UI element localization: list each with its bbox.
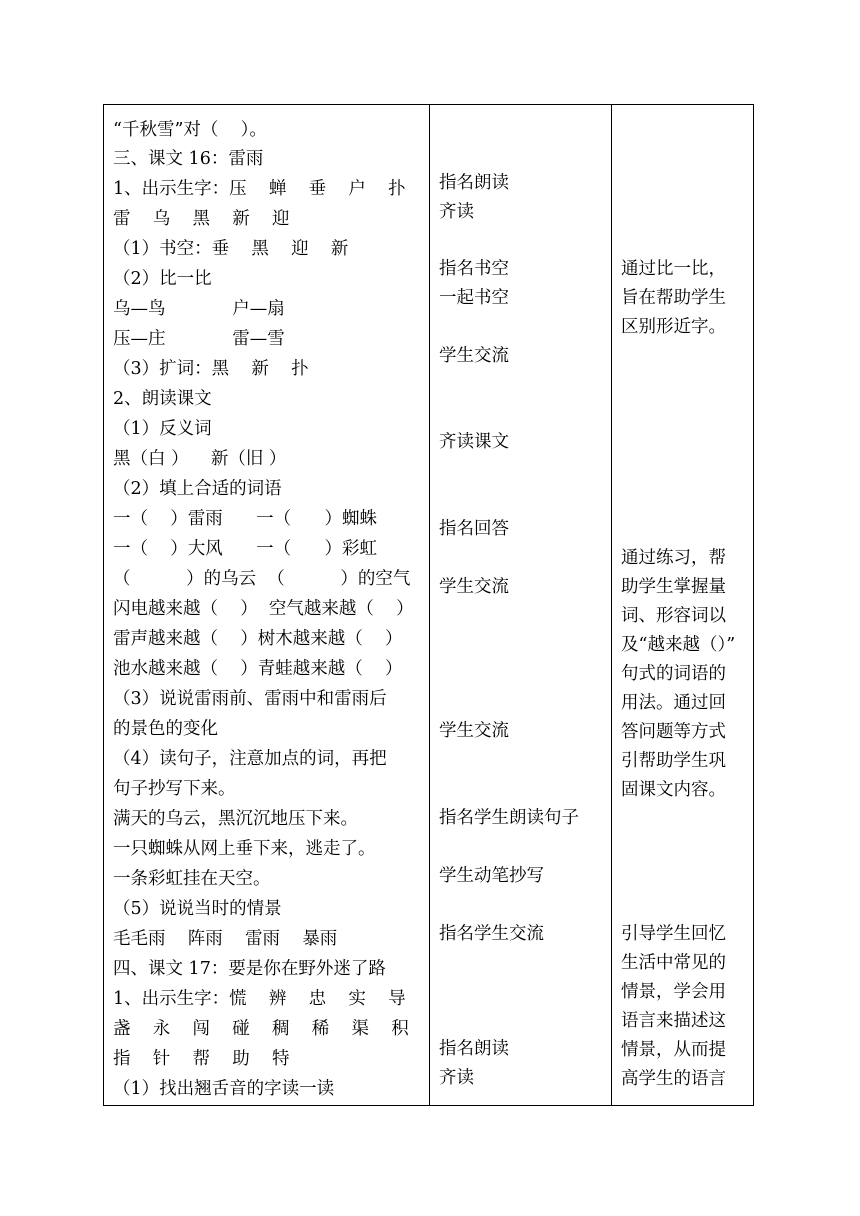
content-line: 三、课文 16：雷雨 (113, 149, 264, 169)
intent-line: 旨在帮助学生 (621, 288, 726, 308)
activity-line: 齐读 (439, 1068, 474, 1088)
content-line: 闪电越来越（ ） 空气越来越（ ） (113, 599, 414, 619)
content-line: （4）读句子，注意加点的词，再把 (113, 749, 387, 769)
content-line: 一（ ）大风 一（ ）彩虹 (113, 539, 378, 559)
intent-line: 语言来描述这 (621, 1011, 726, 1031)
intent-line: 及“越来越（）” (621, 635, 736, 655)
activity-line: 指名朗读 (439, 173, 509, 193)
content-line: （2）比一比 (113, 269, 212, 289)
activity-line: 指名朗读 (439, 1039, 509, 1059)
content-line: 满天的乌云，黑沉沉地压下来。 (113, 809, 358, 829)
intent-line: 情景，学会用 (621, 982, 726, 1002)
content-line: （2）填上合适的词语 (113, 479, 282, 499)
design-intent-column (612, 105, 755, 1105)
content-line: “千秋雪”对（ ）。 (113, 120, 267, 140)
content-line: （1）书空：垂 黑 迎 新 (113, 239, 349, 259)
content-line: （ ）的乌云 （ ）的空气 (113, 569, 411, 589)
activity-line: 学生交流 (439, 346, 509, 366)
content-line: 指 针 帮 助 特 (113, 1049, 290, 1069)
intent-line: 引帮助学生巩 (621, 751, 726, 771)
content-line: 一（ ）雷雨 一（ ）蜘蛛 (113, 509, 378, 529)
content-line: 一只蜘蛛从网上垂下来，逃走了。 (113, 839, 376, 859)
content-line: 毛毛雨 阵雨 雷雨 暴雨 (113, 929, 338, 949)
intent-line: 情景，从而提 (621, 1040, 726, 1060)
intent-line: 区别形近字。 (621, 317, 726, 337)
content-line: （5）说说当时的情景 (113, 899, 282, 919)
intent-line: 通过练习，帮 (621, 548, 726, 568)
activity-line: 齐读课文 (439, 432, 509, 452)
content-line: 雷 乌 黑 新 迎 (113, 209, 290, 229)
content-line: 1、出示生字：慌 辨 忠 实 导 (113, 989, 406, 1009)
activity-line: 学生交流 (439, 721, 509, 741)
content-line: （3）说说雷雨前、雷雨中和雷雨后 (113, 689, 387, 709)
teaching-content-column (104, 105, 429, 1105)
intent-line: 引导学生回忆 (621, 924, 726, 944)
activity-line: 一起书空 (439, 288, 509, 308)
intent-line: 助学生掌握量 (621, 577, 726, 597)
content-line: 1、出示生字：压 蝉 垂 户 扑 (113, 179, 406, 199)
content-line: 压—庄 雷—雪 (113, 329, 285, 349)
activity-line: 学生动笔抄写 (439, 866, 544, 886)
content-line: 一条彩虹挂在天空。 (113, 869, 271, 889)
intent-line: 用法。通过回 (621, 693, 726, 713)
intent-line: 通过比一比， (621, 259, 726, 279)
content-line: 的景色的变化 (113, 719, 218, 739)
activity-line: 指名学生交流 (439, 924, 544, 944)
intent-line: 固课文内容。 (621, 780, 726, 800)
content-line: 盏 永 闯 碰 稠 稀 渠 积 (113, 1019, 409, 1039)
student-activity-column (430, 105, 611, 1105)
content-line: （3）扩词：黑 新 扑 (113, 359, 309, 379)
content-line: 四、课文 17：要是你在野外迷了路 (113, 959, 386, 979)
intent-line: 句式的词语的 (621, 664, 726, 684)
intent-line: 生活中常见的 (621, 953, 726, 973)
content-line: 池水越来越（ ）青蛙越来越（ ） (113, 659, 403, 679)
content-line: （1）找出翘舌音的字读一读 (113, 1079, 335, 1099)
intent-line: 词、形容词以 (621, 606, 726, 626)
activity-line: 指名回答 (439, 519, 509, 539)
lesson-plan-table (103, 104, 754, 1106)
content-line: 句子抄写下来。 (113, 779, 236, 799)
activity-line: 指名学生朗读句子 (439, 808, 579, 828)
content-line: （1）反义词 (113, 419, 212, 439)
content-line: 雷声越来越（ ）树木越来越（ ） (113, 629, 403, 649)
content-line: 2、朗读课文 (113, 389, 212, 409)
content-line: 黑（白 ） 新（旧 ） (113, 449, 287, 469)
activity-line: 指名书空 (439, 259, 509, 279)
content-line: 乌—鸟 户—扇 (113, 299, 285, 319)
activity-line: 齐读 (439, 202, 474, 222)
activity-line: 学生交流 (439, 577, 509, 597)
intent-line: 答问题等方式 (621, 722, 726, 742)
intent-line: 高学生的语言 (621, 1069, 726, 1089)
